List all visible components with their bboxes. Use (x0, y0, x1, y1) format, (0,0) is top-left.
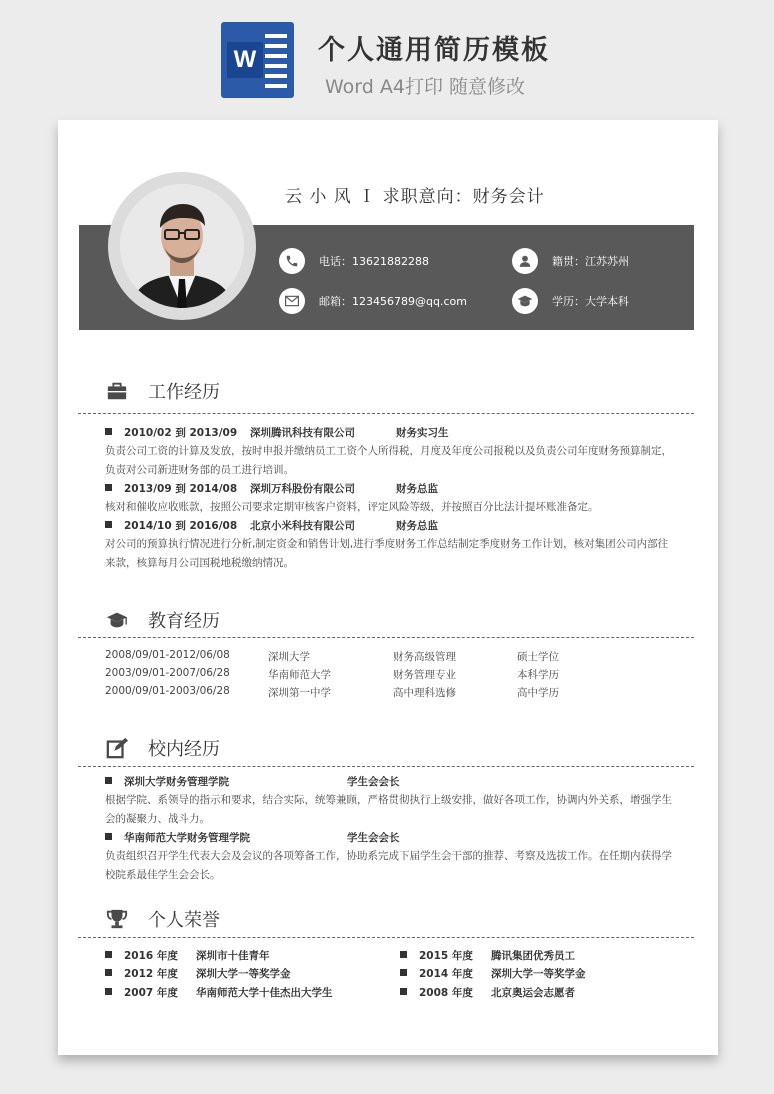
campus-entry-1: 深圳大学财务管理学院 学生会会长 (105, 774, 400, 789)
campus-divider (78, 766, 694, 767)
honor-left-2: 2012 年度 深圳大学一等奖学金 (105, 966, 291, 981)
campus-entry-2: 华南师范大学财务管理学院 学生会会长 (105, 830, 400, 845)
work-section-title: 工作经历 (148, 382, 220, 403)
work-entry-1: 2010/02 到 2013/09 深圳腾讯科技有限公司 财务实习生 (105, 425, 449, 440)
work-entry-3: 2014/10 到 2016/08 北京小米科技有限公司 财务总监 (105, 518, 438, 533)
education-section-title: 教育经历 (148, 611, 220, 632)
graduation-cap-icon (512, 288, 538, 314)
degree-text: 学历：大学本科 (552, 295, 629, 308)
education-section-header (106, 607, 220, 633)
work-entry-2: 2013/09 到 2014/08 深圳万科股份有限公司 财务总监 (105, 481, 438, 496)
honor-right-1: 2015 年度 腾讯集团优秀员工 (400, 948, 575, 963)
work-section-header (106, 378, 220, 404)
avatar (120, 184, 244, 308)
mortarboard-icon (106, 609, 128, 631)
edit-icon (106, 737, 128, 759)
campus-entry-1-desc: 根据学院、系领导的指示和要求，结合实际，统筹兼顾，严格贯彻执行上级安排，做好各项工作，协调内外关系，增强学生会的凝聚力、战斗力。 (105, 794, 672, 825)
phone-item (279, 248, 429, 274)
honors-section-title: 个人荣誉 (148, 910, 220, 931)
work-divider (78, 413, 694, 414)
mail-icon (279, 288, 305, 314)
education-divider (78, 637, 694, 638)
email-text: 邮箱：123456789@qq.com (319, 295, 467, 308)
campus-entry-2-desc: 负责组织召开学生代表大会及会议的各项筹备工作，协助系完成下届学生会干部的推荐、考察及选拔工作。在任期内获得学校院系最佳学生会会长。 (105, 850, 672, 881)
trophy-icon (106, 908, 128, 930)
word-logo-icon (221, 22, 294, 98)
campus-section-title: 校内经历 (148, 739, 220, 760)
work-entry-1-desc: 负责公司工资的计算及发放，按时申报并缴纳员工工资个人所得税，月度及年度公司报税以及负责公司年度财务预算制定，负责对公司新进财务部的员工进行培训。 (105, 445, 672, 476)
banner (0, 0, 774, 110)
degree-item (512, 288, 629, 314)
name-and-objective: 云 小 风 Ｉ 求职意向：财务会计 (285, 187, 545, 207)
origin-item (512, 248, 629, 274)
honors-section-header (106, 906, 220, 932)
campus-section-header (106, 735, 220, 761)
avatar-ring (108, 172, 256, 320)
honor-right-2: 2014 年度 深圳大学一等奖学金 (400, 966, 586, 981)
honor-left-3: 2007 年度 华南师范大学十佳杰出大学生 (105, 985, 333, 1000)
origin-text: 籍贯：江苏苏州 (552, 255, 629, 268)
phone-text: 电话：13621882288 (319, 255, 429, 268)
resume-page: 云 小 风 Ｉ 求职意向：财务会计 电话：13621882288 邮箱：123456789@qq.com 籍贯：江苏苏州 学历：大学本科 工作经历 2010/02 到 2013/09 深圳腾讯科技有限公司 财务实习生 负责公司工资的计算及发放，按时申报并缴纳员工工资个人所得税，月度及年度公司报税以及负责公司年度财务预算制定，负责对公司新进财务部的员工进行培训。 2013/09 到 2014/08 深圳万科股份有限公司 财务总监 核对和催收应收账款，按照公司要求定期审核客户资料，评定风险等级，并按照百分比法计提坏账准备定。 2014/10 到 2016/08 北京小米科技有限公司 财务总监 对公司的预算执行情况进行分析,制定资金和销售计划,进行季度财务工作总结制定季度财务工作计划，核对集团公司内部往来款，核算每月公司国税地税缴纳情况。 教育经历 2008/09/01-2012/06/08 深圳大学 财务高级管理 硕士学位 2003/09/01-2007/06/28 华南师范大学 财务管理专业 本科学历 2000/09/01-2003/06/28 深圳第一中学 高中理科选修 高中学历 校内经历 深圳大学财务管理学院 学生会会长 根据学院、系领导的指示和要求，结合实际，统筹兼顾，严格贯彻执行上级安排，做好各项工作，协调内外关系，增强学生会的凝聚力、战斗力。 华南师范大学财务管理学院 学生会会长 负责组织召开学生代表大会及会议的各项筹备工作，协助系完成下届学生会干部的推荐、考察及选拔工作。在任期内获得学校院系最佳学生会会长。 个人荣誉 2016 年度 深圳市十佳青年 2012 年度 深圳大学一等奖学金 2007 年度 华南师范大学十佳杰出大学生 2015 年度 腾讯集团优秀员工 2014 年度 深圳大学一等奖学金 2008 年度 北京奥运会志愿者 (58, 120, 718, 1055)
briefcase-icon (106, 380, 128, 402)
banner-title: 个人通用简历模板 (318, 35, 550, 66)
honors-divider (78, 937, 694, 938)
user-icon (512, 248, 538, 274)
honor-left-1: 2016 年度 深圳市十佳青年 (105, 948, 270, 963)
word-logo-letter: W (227, 42, 263, 78)
banner-subtitle: Word A4打印 随意修改 (325, 76, 526, 98)
work-entry-3-desc: 对公司的预算执行情况进行分析,制定资金和销售计划,进行季度财务工作总结制定季度财务工作计划，核对集团公司内部往来款，核算每月公司国税地税缴纳情况。 (105, 538, 669, 569)
phone-icon (279, 248, 305, 274)
honor-right-3: 2008 年度 北京奥运会志愿者 (400, 985, 575, 1000)
email-item (279, 288, 467, 314)
work-entry-2-desc: 核对和催收应收账款，按照公司要求定期审核客户资料，评定风险等级，并按照百分比法计提坏账准备定。 (105, 501, 599, 513)
